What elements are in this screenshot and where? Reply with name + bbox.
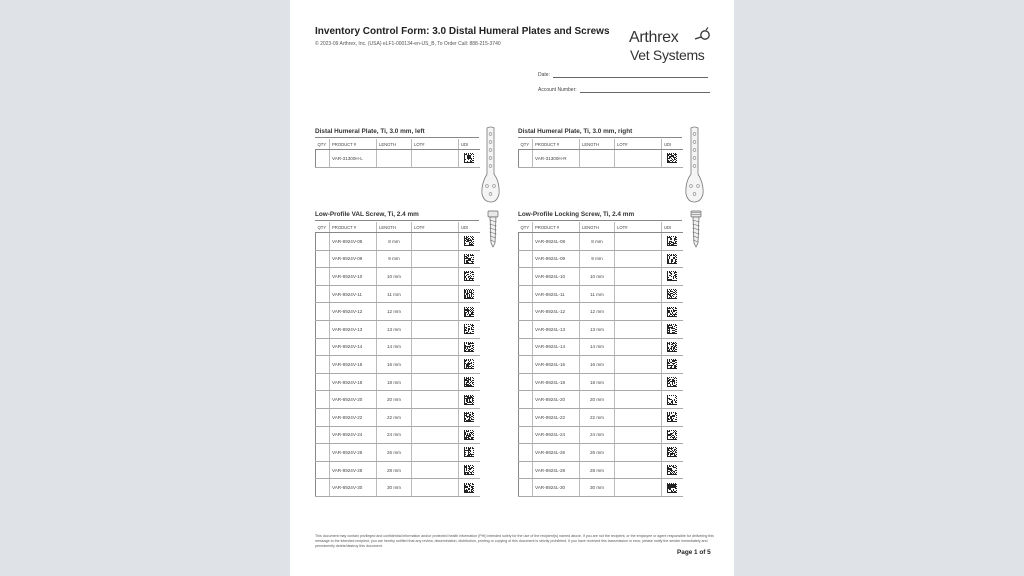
- col-lot: LOT#: [615, 222, 662, 233]
- val-screw-table: [315, 222, 480, 497]
- udi-cell: [662, 479, 683, 497]
- table-row: [316, 233, 480, 251]
- udi-cell: [662, 391, 683, 409]
- plate-right-table: [518, 139, 683, 168]
- qty-cell[interactable]: [316, 461, 330, 479]
- col-product: PRODUCT #: [330, 139, 377, 150]
- arthrex-logo: [629, 29, 719, 69]
- length-cell: 14 mm: [580, 338, 615, 356]
- product-cell: VAR-8924L-24: [533, 426, 580, 444]
- udi-datamatrix-icon: [667, 289, 677, 299]
- lot-cell[interactable]: [412, 303, 459, 321]
- date-line[interactable]: [553, 77, 708, 78]
- col-length: LENGTH: [377, 222, 412, 233]
- locking-screw-title: Low-Profile Locking Screw, Ti, 2.4 mm: [518, 211, 682, 221]
- length-cell: 8 mm: [377, 233, 412, 251]
- col-lot: LOT#: [412, 139, 459, 150]
- lot-cell[interactable]: [615, 461, 662, 479]
- length-cell: 18 mm: [580, 373, 615, 391]
- table-row: [519, 391, 683, 409]
- udi-datamatrix-icon: [667, 271, 677, 281]
- table-row: [316, 444, 480, 462]
- lot-cell[interactable]: [412, 373, 459, 391]
- table-row: [316, 356, 480, 374]
- form-page: [290, 0, 734, 576]
- qty-cell[interactable]: [316, 479, 330, 497]
- col-udi: UDI: [459, 222, 480, 233]
- length-cell: 13 mm: [377, 320, 412, 338]
- table-row: [519, 338, 683, 356]
- product-cell: VAR-8924V-22: [330, 408, 377, 426]
- udi-datamatrix-icon: [464, 324, 474, 334]
- length-cell: 10 mm: [377, 268, 412, 286]
- length-cell: 22 mm: [377, 408, 412, 426]
- col-length: LENGTH: [580, 222, 615, 233]
- udi-cell: [459, 250, 480, 268]
- udi-cell: [459, 303, 480, 321]
- table-row: [316, 303, 480, 321]
- plate-right-illustration-icon: [683, 126, 705, 204]
- product-cell: VAR-8924V-12: [330, 303, 377, 321]
- table-row: [519, 303, 683, 321]
- table-row: [519, 150, 683, 168]
- udi-datamatrix-icon: [464, 236, 474, 246]
- length-cell: 8 mm: [580, 233, 615, 251]
- col-product: PRODUCT #: [533, 222, 580, 233]
- udi-datamatrix-icon: [464, 271, 474, 281]
- lot-cell[interactable]: [412, 250, 459, 268]
- product-cell: VAR-8924V-24: [330, 426, 377, 444]
- udi-datamatrix-icon: [464, 153, 474, 163]
- lot-cell[interactable]: [615, 233, 662, 251]
- qty-cell[interactable]: [519, 233, 533, 251]
- udi-datamatrix-icon: [667, 412, 677, 422]
- qty-cell[interactable]: [316, 150, 330, 168]
- udi-datamatrix-icon: [464, 254, 474, 264]
- udi-datamatrix-icon: [667, 447, 677, 457]
- udi-cell: [662, 250, 683, 268]
- val-screw-illustration-icon: [487, 210, 499, 248]
- udi-datamatrix-icon: [667, 236, 677, 246]
- lot-cell[interactable]: [615, 268, 662, 286]
- plate-right-section: [518, 128, 682, 168]
- qty-cell[interactable]: [519, 461, 533, 479]
- col-qty: QTY: [519, 222, 533, 233]
- length-cell: 11 mm: [377, 285, 412, 303]
- qty-cell[interactable]: [316, 285, 330, 303]
- length-cell: 22 mm: [580, 408, 615, 426]
- plate-left-illustration-icon: [480, 126, 502, 204]
- udi-datamatrix-icon: [667, 465, 677, 475]
- product-cell: VAR-8924L-22: [533, 408, 580, 426]
- product-cell: VAR-31300H-L: [330, 150, 377, 168]
- table-row: [519, 373, 683, 391]
- product-cell: VAR-8924V-14: [330, 338, 377, 356]
- udi-datamatrix-icon: [464, 465, 474, 475]
- qty-cell[interactable]: [316, 426, 330, 444]
- qty-cell[interactable]: [519, 426, 533, 444]
- arthrex-dog-mark-icon: [692, 27, 712, 47]
- account-number-label: Account Number:: [538, 87, 577, 93]
- udi-datamatrix-icon: [464, 430, 474, 440]
- udi-cell: [662, 268, 683, 286]
- col-product: PRODUCT #: [330, 222, 377, 233]
- product-cell: VAR-8924V-09: [330, 250, 377, 268]
- col-qty: QTY: [316, 222, 330, 233]
- qty-cell[interactable]: [519, 338, 533, 356]
- table-row: [519, 461, 683, 479]
- length-cell: 13 mm: [580, 320, 615, 338]
- length-cell: 26 mm: [377, 444, 412, 462]
- table-row: [519, 408, 683, 426]
- logo-subtitle: Vet Systems: [630, 47, 705, 63]
- val-screw-title: Low-Profile VAL Screw, Ti, 2.4 mm: [315, 211, 479, 221]
- product-cell: VAR-8924L-14: [533, 338, 580, 356]
- product-cell: VAR-8924L-28: [533, 461, 580, 479]
- lot-cell[interactable]: [412, 338, 459, 356]
- table-row: [519, 356, 683, 374]
- plate-left-section: [315, 128, 479, 168]
- qty-cell[interactable]: [519, 150, 533, 168]
- col-length: LENGTH: [580, 139, 615, 150]
- udi-cell: [459, 356, 480, 374]
- lot-cell[interactable]: [412, 479, 459, 497]
- col-lot: LOT#: [615, 139, 662, 150]
- udi-cell: [459, 338, 480, 356]
- udi-datamatrix-icon: [667, 324, 677, 334]
- col-qty: QTY: [316, 139, 330, 150]
- table-row: [316, 150, 480, 168]
- col-product: PRODUCT #: [533, 139, 580, 150]
- length-cell: 28 mm: [580, 461, 615, 479]
- udi-cell: [459, 285, 480, 303]
- product-cell: VAR-8924L-09: [533, 250, 580, 268]
- product-cell: VAR-8924V-28: [330, 461, 377, 479]
- length-cell: 16 mm: [580, 356, 615, 374]
- udi-datamatrix-icon: [464, 412, 474, 422]
- udi-cell: [662, 285, 683, 303]
- udi-cell: [459, 233, 480, 251]
- udi-cell: [459, 479, 480, 497]
- udi-datamatrix-icon: [464, 359, 474, 369]
- lot-cell[interactable]: [412, 268, 459, 286]
- udi-cell: [662, 426, 683, 444]
- length-cell: 20 mm: [377, 391, 412, 409]
- table-row: [316, 320, 480, 338]
- qty-cell[interactable]: [519, 479, 533, 497]
- udi-cell: [459, 408, 480, 426]
- udi-cell: [662, 408, 683, 426]
- product-cell: VAR-8924V-11: [330, 285, 377, 303]
- lot-cell[interactable]: [412, 426, 459, 444]
- udi-cell: [459, 268, 480, 286]
- product-cell: VAR-8924V-18: [330, 373, 377, 391]
- lot-cell[interactable]: [615, 320, 662, 338]
- product-cell: VAR-8924V-26: [330, 444, 377, 462]
- udi-cell: [459, 444, 480, 462]
- udi-cell: [459, 426, 480, 444]
- lot-cell[interactable]: [615, 250, 662, 268]
- qty-cell[interactable]: [519, 303, 533, 321]
- lot-cell[interactable]: [412, 461, 459, 479]
- lot-cell[interactable]: [615, 356, 662, 374]
- length-cell: 30 mm: [580, 479, 615, 497]
- length-cell: 10 mm: [580, 268, 615, 286]
- table-row: [316, 479, 480, 497]
- udi-datamatrix-icon: [464, 342, 474, 352]
- val-screw-section: [315, 211, 479, 497]
- lot-cell[interactable]: [615, 426, 662, 444]
- udi-datamatrix-icon: [464, 377, 474, 387]
- col-qty: QTY: [519, 139, 533, 150]
- lot-cell[interactable]: [412, 391, 459, 409]
- udi-datamatrix-icon: [464, 395, 474, 405]
- product-cell: VAR-8924L-30: [533, 479, 580, 497]
- length-cell: 12 mm: [377, 303, 412, 321]
- qty-cell[interactable]: [316, 233, 330, 251]
- lot-cell[interactable]: [615, 391, 662, 409]
- length-cell: 16 mm: [377, 356, 412, 374]
- form-title: Inventory Control Form: 3.0 Distal Humeral Plates and Screws: [315, 26, 610, 37]
- udi-datamatrix-icon: [667, 359, 677, 369]
- col-udi: UDI: [662, 139, 683, 150]
- length-cell: 12 mm: [580, 303, 615, 321]
- qty-cell[interactable]: [519, 408, 533, 426]
- udi-datamatrix-icon: [667, 430, 677, 440]
- table-row: [316, 250, 480, 268]
- udi-datamatrix-icon: [464, 289, 474, 299]
- plate-left-title: Distal Humeral Plate, Ti, 3.0 mm, left: [315, 128, 479, 138]
- udi-datamatrix-icon: [667, 395, 677, 405]
- table-row: [519, 426, 683, 444]
- lot-cell[interactable]: [412, 150, 459, 168]
- lot-cell[interactable]: [615, 285, 662, 303]
- length-cell: 11 mm: [580, 285, 615, 303]
- qty-cell[interactable]: [519, 391, 533, 409]
- lot-cell[interactable]: [412, 233, 459, 251]
- udi-datamatrix-icon: [667, 307, 677, 317]
- udi-cell: [662, 338, 683, 356]
- qty-cell[interactable]: [316, 356, 330, 374]
- plate-right-title: Distal Humeral Plate, Ti, 3.0 mm, right: [518, 128, 682, 138]
- confidentiality-disclaimer: This document may contain privileged and confidential information and/or protected health information (PHI) intended solely for the use of the recipient(s) named above. If you are not the recipient, or the employee or agent responsible for delivering this message to the intended recipient, you are hereby notified that any review, dissemination, distribution, printing or copying of this document is strictly prohibited. If you have received this transmission in error, please notify the sender immediately and permanently delete/destroy this document.: [315, 534, 714, 548]
- lot-cell[interactable]: [615, 444, 662, 462]
- lot-cell[interactable]: [412, 320, 459, 338]
- length-cell: 24 mm: [377, 426, 412, 444]
- product-cell: VAR-8924V-20: [330, 391, 377, 409]
- product-cell: VAR-8924L-18: [533, 373, 580, 391]
- table-row: [316, 268, 480, 286]
- qty-cell[interactable]: [519, 285, 533, 303]
- udi-datamatrix-icon: [667, 483, 677, 493]
- table-row: [519, 250, 683, 268]
- udi-cell: [662, 150, 683, 168]
- col-udi: UDI: [662, 222, 683, 233]
- lot-cell[interactable]: [615, 338, 662, 356]
- table-row: [316, 391, 480, 409]
- udi-datamatrix-icon: [464, 307, 474, 317]
- udi-datamatrix-icon: [667, 153, 677, 163]
- length-cell: 28 mm: [377, 461, 412, 479]
- udi-datamatrix-icon: [464, 447, 474, 457]
- locking-screw-illustration-icon: [690, 210, 702, 248]
- udi-datamatrix-icon: [667, 254, 677, 264]
- length-cell: 20 mm: [580, 391, 615, 409]
- col-lot: LOT#: [412, 222, 459, 233]
- table-row: [519, 444, 683, 462]
- qty-cell[interactable]: [316, 250, 330, 268]
- qty-cell[interactable]: [519, 444, 533, 462]
- length-cell: 24 mm: [580, 426, 615, 444]
- table-row: [316, 408, 480, 426]
- qty-cell[interactable]: [519, 250, 533, 268]
- table-row: [519, 320, 683, 338]
- udi-datamatrix-icon: [667, 342, 677, 352]
- copyright-line: © 2023-09 Arthrex, Inc. (USA) eLF1-000134-en-US_B, To Order Call: 888-215-3740: [315, 41, 501, 47]
- product-cell: VAR-8924L-11: [533, 285, 580, 303]
- qty-cell[interactable]: [316, 303, 330, 321]
- table-row: [316, 426, 480, 444]
- table-row: [519, 285, 683, 303]
- lot-cell[interactable]: [615, 303, 662, 321]
- qty-cell[interactable]: [519, 320, 533, 338]
- length-cell: [377, 150, 412, 168]
- length-cell: 9 mm: [377, 250, 412, 268]
- qty-cell[interactable]: [316, 268, 330, 286]
- date-field[interactable]: [538, 72, 708, 78]
- locking-screw-section: [518, 211, 682, 497]
- udi-cell: [459, 391, 480, 409]
- lot-cell[interactable]: [615, 150, 662, 168]
- date-label: Date:: [538, 72, 550, 78]
- product-cell: VAR-8924L-08: [533, 233, 580, 251]
- qty-cell[interactable]: [519, 268, 533, 286]
- table-row: [519, 233, 683, 251]
- qty-cell[interactable]: [316, 373, 330, 391]
- udi-cell: [662, 444, 683, 462]
- lot-cell[interactable]: [412, 285, 459, 303]
- lot-cell[interactable]: [412, 408, 459, 426]
- length-cell: 18 mm: [377, 373, 412, 391]
- lot-cell[interactable]: [412, 356, 459, 374]
- udi-cell: [459, 320, 480, 338]
- udi-cell: [662, 373, 683, 391]
- lot-cell[interactable]: [615, 373, 662, 391]
- udi-cell: [459, 373, 480, 391]
- product-cell: VAR-8924V-13: [330, 320, 377, 338]
- product-cell: VAR-8924L-16: [533, 356, 580, 374]
- product-cell: VAR-8924V-16: [330, 356, 377, 374]
- table-row: [316, 338, 480, 356]
- product-cell: VAR-8924V-08: [330, 233, 377, 251]
- locking-screw-table: [518, 222, 683, 497]
- col-udi: UDI: [459, 139, 480, 150]
- qty-cell[interactable]: [519, 373, 533, 391]
- qty-cell[interactable]: [316, 338, 330, 356]
- product-cell: VAR-8924V-10: [330, 268, 377, 286]
- qty-cell[interactable]: [316, 444, 330, 462]
- account-number-line[interactable]: [580, 92, 710, 93]
- table-row: [316, 461, 480, 479]
- udi-cell: [662, 356, 683, 374]
- udi-cell: [662, 461, 683, 479]
- length-cell: 30 mm: [377, 479, 412, 497]
- lot-cell[interactable]: [615, 479, 662, 497]
- length-cell: 26 mm: [580, 444, 615, 462]
- product-cell: VAR-8924L-20: [533, 391, 580, 409]
- col-length: LENGTH: [377, 139, 412, 150]
- qty-cell[interactable]: [316, 408, 330, 426]
- length-cell: [580, 150, 615, 168]
- udi-datamatrix-icon: [464, 483, 474, 493]
- product-cell: VAR-8924L-13: [533, 320, 580, 338]
- plate-left-table: [315, 139, 480, 168]
- udi-cell: [459, 461, 480, 479]
- qty-cell[interactable]: [316, 391, 330, 409]
- product-cell: VAR-8924L-26: [533, 444, 580, 462]
- table-row: [519, 479, 683, 497]
- table-row: [316, 285, 480, 303]
- product-cell: VAR-8924L-10: [533, 268, 580, 286]
- product-cell: VAR-31300H-R: [533, 150, 580, 168]
- table-row: [316, 373, 480, 391]
- logo-wordmark: Arthrex: [629, 29, 679, 46]
- qty-cell[interactable]: [519, 356, 533, 374]
- qty-cell[interactable]: [316, 320, 330, 338]
- table-row: [519, 268, 683, 286]
- lot-cell[interactable]: [615, 408, 662, 426]
- account-number-field[interactable]: [538, 87, 710, 93]
- udi-cell: [662, 233, 683, 251]
- product-cell: VAR-8924L-12: [533, 303, 580, 321]
- length-cell: 14 mm: [377, 338, 412, 356]
- udi-cell: [662, 303, 683, 321]
- product-cell: VAR-8924V-30: [330, 479, 377, 497]
- udi-datamatrix-icon: [667, 377, 677, 387]
- page-number: Page 1 of 5: [677, 549, 711, 556]
- length-cell: 9 mm: [580, 250, 615, 268]
- lot-cell[interactable]: [412, 444, 459, 462]
- udi-cell: [662, 320, 683, 338]
- udi-cell: [459, 150, 480, 168]
